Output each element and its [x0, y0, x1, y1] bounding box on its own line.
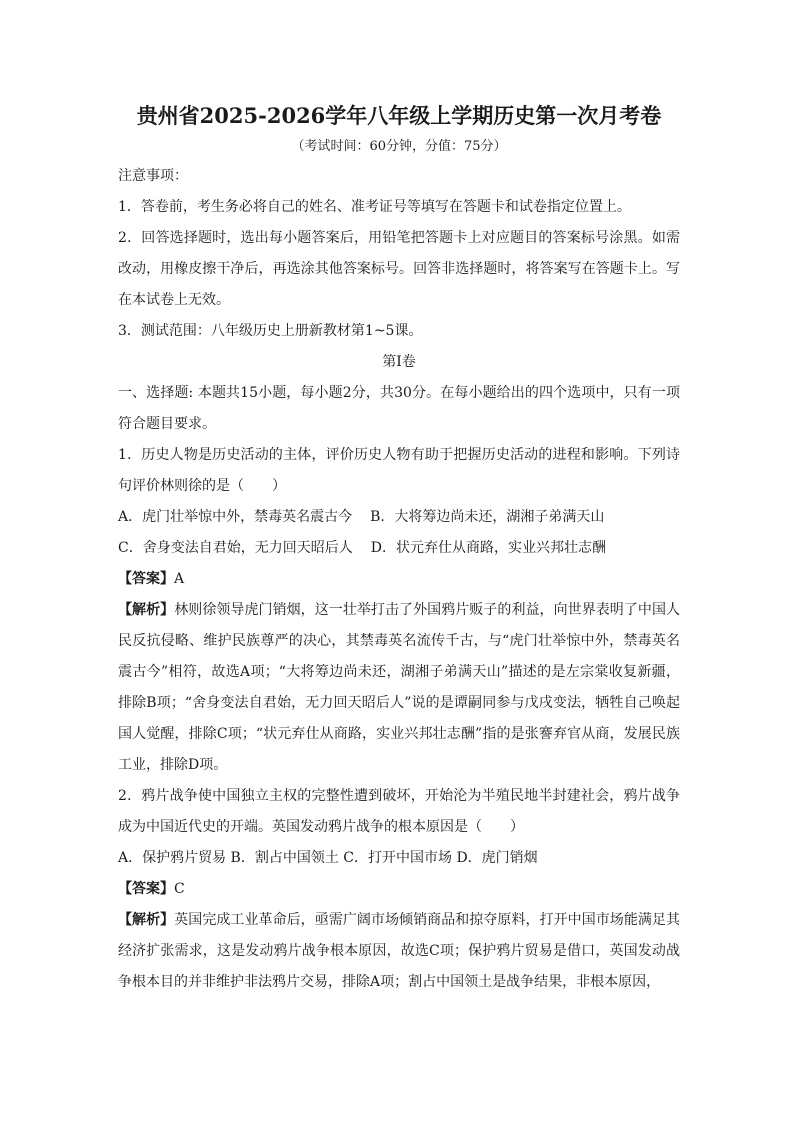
question-1-option-d: D．状元弃仕从商路，实业兴邦壮志酬	[370, 540, 606, 556]
question-1-analysis	[118, 595, 680, 781]
analysis-text: 林则徐领导虎门销烟，这一壮举打击了外国鸦片贩子的利益，向世界表明了中国人民反抗侵略、维护民族尊严的决心，其禁毒英名流传千古，与“虎门壮举惊中外，禁毒英名震古今”相符，故选A项；“大将筹边尚未还，湖湘子弟满天山”描述的是左宗棠收复新疆，排除B项；“舍身变法自君始，无力回天昭后人”说的是谭嗣同参与戊戌变法，牺牲自己唤起国人觉醒，排除C项；“状元弃仕从商路，实业兴邦壮志酬”指的是张謇弃官从商，发展民族工业，排除D项。	[118, 602, 681, 773]
notes-heading: 注意事项：	[118, 168, 188, 184]
question-1-option-b: B．大将筹边尚未还，湖湘子弟满天山	[370, 509, 605, 525]
question-2-answer	[118, 874, 680, 905]
analysis-text: 英国完成工业革命后，亟需广阔市场倾销商品和掠夺原料，打开中国市场能满足其经济扩张需求，这是发动鸦片战争根本原因，故选C项；保护鸦片贸易是借口，英国发动战争根本目的并非维护非法鸦片交易，排除A项；割占中国领土是战争结果，非根本原因，	[118, 912, 681, 990]
question-2-stem: 2．鸦片战争使中国独立主权的完整性遭到破坏，开始沦为半殖民地半封建社会，鸦片战争成为中国近代史的开端。英国发动鸦片战争的根本原因是（ ）	[118, 788, 680, 835]
question-2-options: A．保护鸦片贸易 B．割占中国领土 C．打开中国市场 D．虎门销烟	[118, 850, 538, 866]
note-item-3: 3．测试范围：八年级历史上册新教材第1~5课。	[118, 323, 423, 339]
question-1-option-c: C．舍身变法自君始，无力回天昭后人	[118, 540, 353, 556]
analysis-tag: 【解析】	[118, 602, 175, 618]
answer-value: A	[174, 571, 185, 587]
question-1-options-ab	[118, 502, 680, 533]
answer-tag: 【答案】	[118, 881, 174, 897]
note-item-2: 2．回答选择题时，选出每小题答案后，用铅笔把答题卡上对应题目的答案标号涂黑。如需改动，用橡皮擦干净后，再选涂其他答案标号。回答非选择题时，将答案写在答题卡上。写在本试卷上无效。	[118, 230, 680, 308]
page-title: 贵州省2025-2026学年八年级上学期历史第一次月考卷	[136, 103, 662, 128]
section-instruction: 一、选择题: 本题共15小题，每小题2分，共30分。在每小题给出的四个选项中，只有一项符合题目要求。	[118, 385, 680, 432]
answer-value: C	[174, 881, 185, 897]
exam-duration-score: （考试时间：60分钟，分值：75分）	[291, 139, 507, 154]
question-2-analysis	[118, 905, 680, 998]
note-item-1: 1．答卷前，考生务必将自己的姓名、准考证号等填写在答题卡和试卷指定位置上。	[118, 199, 631, 215]
exam-page	[118, 100, 680, 998]
section-label: 第Ⅰ卷	[382, 354, 416, 370]
answer-tag: 【答案】	[118, 571, 174, 587]
question-1-answer	[118, 564, 680, 595]
analysis-tag: 【解析】	[118, 912, 175, 928]
question-1-option-a: A．虎门壮举惊中外，禁毒英名震古今	[118, 509, 353, 525]
question-1-options-cd	[118, 533, 680, 564]
question-1-stem: 1．历史人物是历史活动的主体，评价历史人物有助于把握历史活动的进程和影响。下列诗句评价林则徐的是（ ）	[118, 447, 680, 494]
